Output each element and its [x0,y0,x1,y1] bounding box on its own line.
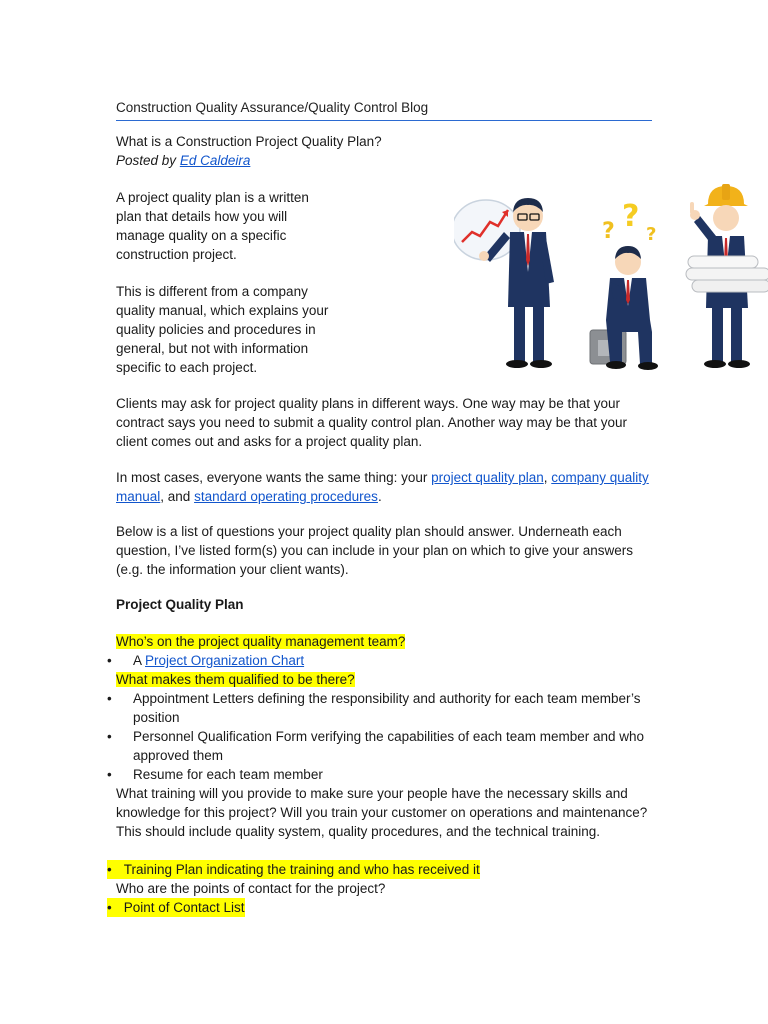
bullet-dot: • [107,729,112,744]
project-organization-chart-link[interactable]: Project Organization Chart [145,653,305,668]
post-title: What is a Construction Project Quality Plan? [116,134,382,149]
p4-end: . [377,489,382,504]
paragraph-same-thing [116,468,656,506]
paragraph-list-intro: Below is a list of questions your project quality plan should answer. Underneath each question, I’ve listed form(s) you can include in your plan on which to give your answers (e.g. the information your client wants). [116,524,634,577]
p4-sep1: , [543,470,552,485]
businessmen-illustration [454,182,768,372]
list-item-text: Appointment Letters defining the responsibility and authority for each team member’s position [133,691,641,725]
svg-text:?: ? [622,199,640,234]
bullet-dot: • [107,691,112,706]
bullet-dot: • [107,767,112,782]
author-link[interactable]: Ed Caldeira [179,153,251,168]
posted-by [116,153,250,168]
man-thinking [590,199,658,370]
project-quality-plan-link[interactable]: project quality plan [431,470,544,485]
question-team-text: Who’s on the project quality management team? [116,634,406,649]
bullet-dot: • [107,653,112,668]
list-item-resume [107,765,656,784]
question-qualified-text: What makes them qualified to be there? [116,672,355,687]
p4-sep2: , and [160,489,195,504]
blog-title: Construction Quality Assurance/Quality Control Blog [116,100,652,121]
bullet-highlight [107,898,245,917]
bullet-dot: • [107,862,112,877]
man-with-blueprints [686,184,768,368]
company-quality-manual-link[interactable]: company quality manual [116,470,649,504]
svg-text:?: ? [602,219,615,244]
question-contacts: Who are the points of contact for the project? [116,881,386,896]
section-heading: Project Quality Plan [116,597,244,612]
svg-text:?: ? [646,224,657,245]
posted-by-prefix: Posted by [116,153,177,168]
intro-paragraph-1: A project quality plan is a written plan that details how you will manage quality on a specific construction project. [116,190,309,262]
list-item-org-chart [107,651,656,670]
paragraph-clients: Clients may ask for project quality plans in different ways. One way may be that your contract says you need to submit a quality control plan. Another way may be that your client comes out and asks for a project quality plan. [116,396,628,449]
standard-operating-procedures-link[interactable]: standard operating procedures [194,489,378,504]
list-item-appointment-letters [107,689,656,727]
list-item-personnel-qualification [107,727,656,765]
bullet-highlight [107,860,480,879]
list-item-text: Resume for each team member [133,767,323,782]
list-item-text: Training Plan indicating the training and who has received it [123,862,480,877]
question-qualified [116,670,355,689]
p4-before: In most cases, everyone wants the same thing: your [116,470,432,485]
list-item-prefix: A [133,653,146,668]
intro-paragraph-2: This is different from a company quality manual, which explains your quality policies and procedures in general, but not with information specific to each project. [116,284,329,375]
bullet-dot: • [107,900,112,915]
list-item-text: Personnel Qualification Form verifying the capabilities of each team member and who approved them [133,729,645,763]
question-team [116,632,405,651]
list-item-text: Point of Contact List [123,900,245,915]
question-training: What training will you provide to make sure your people have the necessary skills and knowledge for this project? Will you train your customer on operations and maintenance? This should include quality system, quality procedures, and the technical training. [116,786,648,839]
man-with-chart [454,198,554,368]
